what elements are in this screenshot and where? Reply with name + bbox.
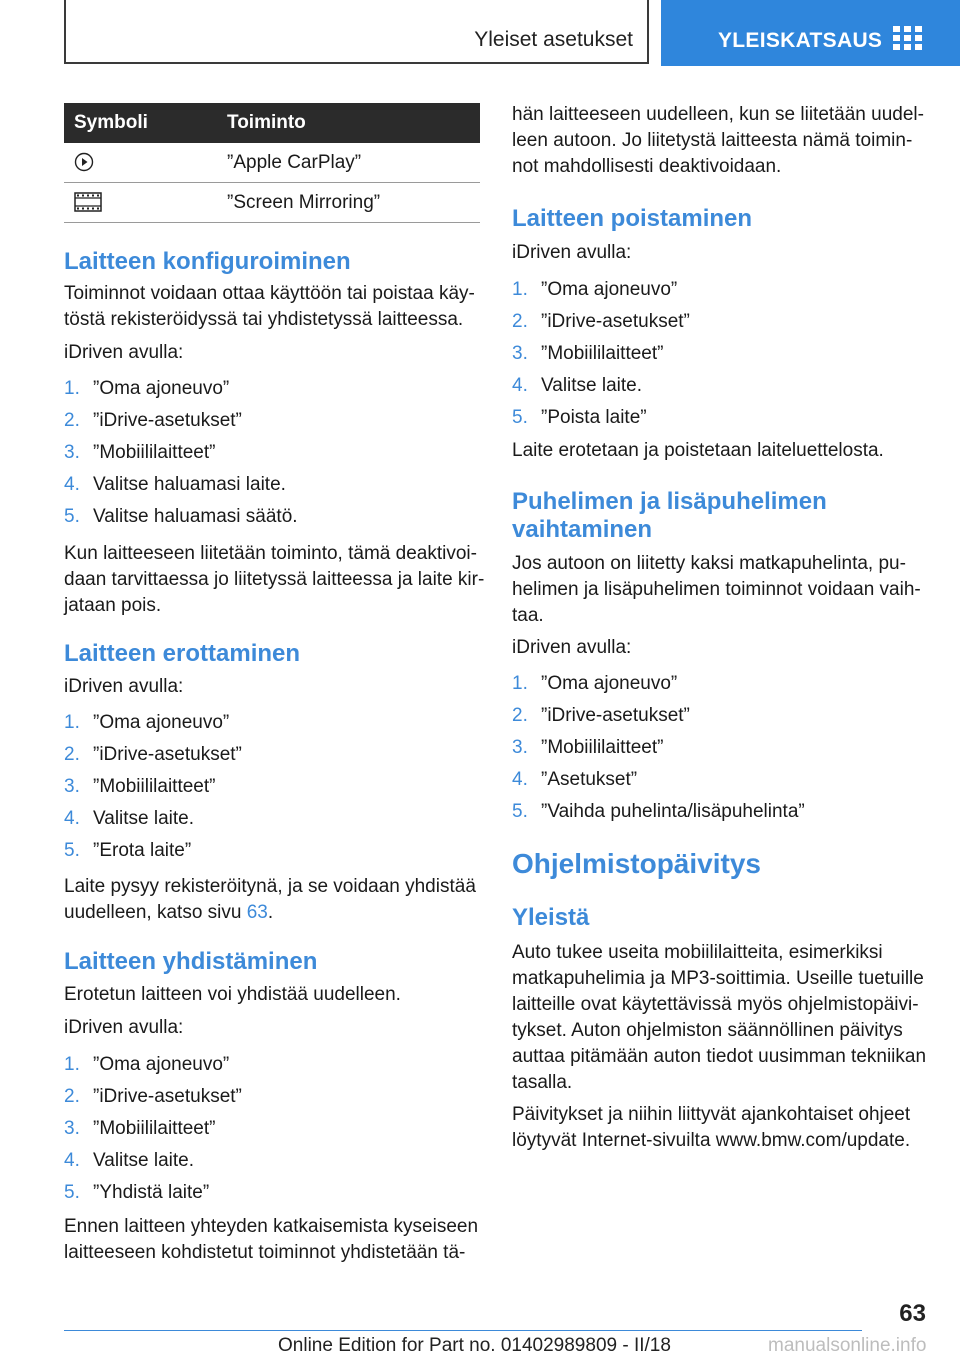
heading-vaihtaminen-line-2: vaihtaminen: [512, 516, 653, 543]
grid-menu-icon: [893, 26, 923, 50]
list-item: 3. ”Mobiililaitteet”: [64, 442, 216, 463]
list-item: 3. ”Mobiililaitteet”: [64, 776, 216, 797]
konfig-intro-line-1: Toiminnot voidaan ottaa käyttöön tai poistaa käy-: [64, 283, 475, 304]
symbol-table: [64, 103, 480, 223]
ohjelmisto-p1-line-5: auttaa pitämään auton tiedot uusimman tekniikan: [512, 1046, 927, 1067]
list-item: 4. Valitse laite.: [64, 1150, 195, 1171]
konfig-after-line-2: daan tarvittaessa jo liitetyssä laitteessa ja laite kir-: [64, 569, 485, 590]
erotus-after-line-1: Laite pysyy rekisteröitynä, ja se voidaan yhdistää: [64, 876, 476, 897]
list-item: 5. Valitse haluamasi säätö.: [64, 506, 298, 527]
list-item: 5. ”Yhdistä laite”: [64, 1182, 210, 1203]
heading-erottaminen: Laitteen erottaminen: [64, 640, 301, 667]
erotus-via: iDriven avulla:: [64, 676, 184, 697]
table-header-symbol: Symboli: [64, 103, 224, 143]
erotus-after-line-2: uudelleen, katso sivu 63.: [64, 902, 274, 923]
list-item: 4. ”Asetukset”: [512, 769, 638, 790]
overview-tab[interactable]: [661, 0, 960, 66]
heading-poistaminen: Laitteen poistaminen: [512, 205, 753, 232]
konfig-after-line-3: jataan pois.: [64, 595, 162, 616]
footer-watermark: manualsonline.info: [768, 1335, 927, 1356]
list-item: 4. Valitse haluamasi laite.: [64, 474, 286, 495]
konfig-after-line-1: Kun laitteeseen liitetään toiminto, tämä deaktivoi-: [64, 543, 477, 564]
list-item: 5. ”Erota laite”: [64, 840, 192, 861]
list-item: 5. ”Vaihda puhelinta/lisäpuhelinta”: [512, 801, 805, 822]
page-header: [0, 0, 960, 66]
yhdistys-via: iDriven avulla:: [64, 1017, 184, 1038]
vaihto-intro-line-3: taa.: [512, 605, 544, 626]
yhdistys-after-line-1: Ennen laitteen yhteyden katkaisemista kyseiseen: [64, 1216, 479, 1237]
list-item: 2. ”iDrive-asetukset”: [512, 705, 690, 726]
list-item: 2. ”iDrive-asetukset”: [512, 311, 690, 332]
list-item: 4. Valitse laite.: [64, 808, 195, 829]
vaihto-via: iDriven avulla:: [512, 637, 632, 658]
ohjelmisto-p1-line-3: laitteille ovat käytettävissä myös ohjelmistopäivi-: [512, 994, 919, 1015]
yhdistys-cont-line-2: leen autoon. Jo liitetystä laitteesta nämä toimin-: [512, 130, 913, 151]
yhdistys-intro: Erotetun laitteen voi yhdistää uudelleen.: [64, 984, 401, 1005]
table-row: [64, 143, 480, 183]
list-item: 2. ”iDrive-asetukset”: [64, 1086, 242, 1107]
ohjelmisto-p2-line-1: Päivitykset ja niihin liittyvät ajankohtaiset ohjeet: [512, 1104, 911, 1125]
table-cell-symbol: [64, 183, 224, 223]
carplay-play-icon: [74, 152, 94, 172]
header-section-title: Yleiset asetukset: [474, 28, 633, 51]
list-item: 1. ”Oma ajoneuvo”: [512, 279, 678, 300]
heading-ohjelmistopaivitys: Ohjelmistopäivitys: [512, 848, 761, 879]
list-item: 1. ”Oma ajoneuvo”: [64, 712, 230, 733]
konfig-via: iDriven avulla:: [64, 342, 184, 363]
erotus-steps: [64, 707, 242, 867]
page-link[interactable]: 63: [246, 902, 268, 923]
poisto-steps: [512, 274, 690, 434]
list-item: 2. ”iDrive-asetukset”: [64, 410, 242, 431]
header-section-box: [64, 0, 649, 64]
table-header-function: Toiminto: [224, 103, 480, 143]
vaihto-intro-line-1: Jos autoon on liitetty kaksi matkapuhelinta, pu-: [512, 553, 906, 574]
list-item: 2. ”iDrive-asetukset”: [64, 744, 242, 765]
list-item: 3. ”Mobiililaitteet”: [64, 1118, 216, 1139]
konfig-steps: [64, 373, 298, 533]
list-item: 3. ”Mobiililaitteet”: [512, 737, 664, 758]
heading-vaihtaminen-line-1: Puhelimen ja lisäpuhelimen: [512, 488, 827, 515]
heading-yhdistaminen: Laitteen yhdistäminen: [64, 948, 318, 975]
yhdistys-cont-line-1: hän laitteeseen uudelleen, kun se liitetään uudel-: [512, 104, 924, 125]
table-cell-symbol: [64, 143, 224, 183]
table-cell-function: ”Screen Mirroring”: [224, 183, 480, 223]
list-item: 1. ”Oma ajoneuvo”: [64, 378, 230, 399]
list-item: 1. ”Oma ajoneuvo”: [64, 1054, 230, 1075]
page-number: 63: [899, 1300, 926, 1327]
vaihto-steps: [512, 668, 805, 828]
table-row: [64, 183, 480, 223]
footer-divider: [64, 1330, 862, 1331]
overview-tab-label: YLEISKATSAUS: [718, 29, 883, 52]
table-header-row: [64, 103, 480, 143]
yhdistys-cont-line-3: not mahdollisesti deaktivoidaan.: [512, 156, 782, 177]
screen-mirroring-icon: [74, 192, 102, 212]
poisto-after: Laite erotetaan ja poistetaan laiteluettelosta.: [512, 440, 884, 461]
ohjelmisto-p1-line-2: matkapuhelimia ja MP3-soittimia. Useille tuetuille: [512, 968, 924, 989]
heading-yleista: Yleistä: [512, 904, 590, 931]
vaihto-intro-line-2: helimen ja lisäpuhelimen toiminnot voidaan vaih-: [512, 579, 921, 600]
list-item: 4. Valitse laite.: [512, 375, 643, 396]
heading-konfiguroiminen: Laitteen konfiguroiminen: [64, 248, 351, 275]
list-item: 1. ”Oma ajoneuvo”: [512, 673, 678, 694]
yhdistys-steps: [64, 1049, 242, 1209]
konfig-intro-line-2: töstä rekisteröidyssä tai yhdistetyssä laitteessa.: [64, 309, 464, 330]
list-item: 5. ”Poista laite”: [512, 407, 647, 428]
list-item: 3. ”Mobiililaitteet”: [512, 343, 664, 364]
ohjelmisto-p2-line-2: löytyvät Internet-sivuilta www.bmw.com/update.: [512, 1130, 911, 1151]
footer-edition: Online Edition for Part no. 01402989809 - II/18: [278, 1335, 671, 1356]
yhdistys-after-line-2: laitteeseen kohdistetut toiminnot yhdistetään tä-: [64, 1242, 466, 1263]
ohjelmisto-p1-line-4: tykset. Auton ohjelmiston säännöllinen päivitys: [512, 1020, 903, 1041]
ohjelmisto-p1-line-1: Auto tukee useita mobiililaitteita, esimerkiksi: [512, 942, 883, 963]
table-cell-function: ”Apple CarPlay”: [224, 143, 480, 183]
ohjelmisto-p1-line-6: tasalla.: [512, 1072, 573, 1093]
poisto-via: iDriven avulla:: [512, 242, 632, 263]
